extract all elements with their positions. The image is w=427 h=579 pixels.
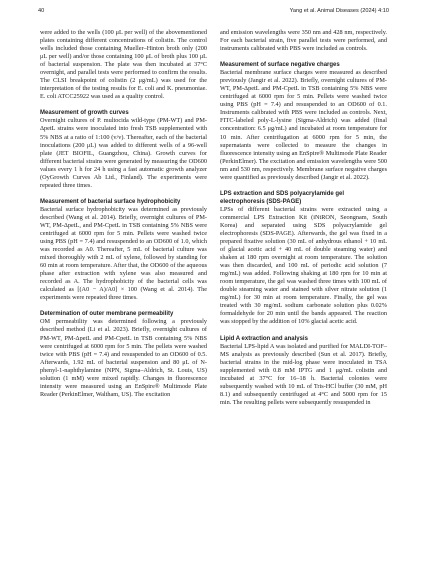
page-number: 40 [38, 8, 45, 14]
lipid-a-paragraph: Bacterial LPS-lipid A was isolated and purified for MALDI-TOF–MS analysis as previously described (Sun et al. 2017). Briefly, bacterial strains in the mid-log phase were inoculated in TSA supplemented with 0.8 mM IPTG and 1 μg/mL colistin and incubated at 37°C for 16–18 h. Bacterial colonies were subsequently washed with 10 mL of Tris-HCl buffer (30 mM, pH 8.1) and subsequently centrifuged at 4°C and 5000 rpm for 15 min. The resulting pellets were subsequently resuspended in [220, 342, 387, 406]
left-column [40, 29, 207, 399]
page-header [38, 8, 389, 18]
heading-lps-extraction: LPS extraction and SDS polyacrylamide gel electrophoresis (SDS-PAGE) [220, 190, 345, 205]
hydrophobicity-paragraph: Bacterial surface hydrophobicity was determined as previously described (Wang et al. 2014). Briefly, overnight cultures of PM-WT, PM-ΔpetL, and PM-CpetL in TSB containing 5% NBS were centrifuged at 6000 rpm for 5 min. Pellets were washed twice using PBS (pH = 7.4) and resuspended to an OD600 of 1.0, which was recorded as A0. Thereafter, 5 mL of bacterial culture was mixed thoroughly with 2 mL of xylene, followed by standing for 60 min at room temperature. After that, the OD600 of the aqueous phase after extraction with xylene was also measured and recorded as A. The hydrophobicity of the bacterial cells was calculated as [(A0 − A)/A0] × 100 (Wang et al. 2014). The experiments were repeated three times. [40, 205, 207, 302]
lps-extraction-paragraph: LPSs of different bacterial strains were extracted using a commercial LPS Extraction Kit (iNtRON, Seongnam, South Korea) and separated using SDS polyacrylamide gel electrophoresis (SDS-PAGE). Afterwards, the gel was fixed in a prepared fixative solution (30 mL of anhydrous ethanol + 10 mL of glacial acetic acid + 40 mL of double steaming water) and shaken at 180 rpm overnight at room temperature. The solution was then discarded, and 100 mL of periodic acid solution (7 mg/mL) was added. Following shaking at 180 rpm for 10 min at room temperature, the gel was washed three times with 100 mL of double steaming water and stained with silver nitrate solution (1 mg/mL) for 30 min at room temperature. Finally, the gel was treated with 30 mg/mL sodium carbonate solution plus 0.02% formaldehyde for 20 min until the bands appeared. The reaction was stopped by the addition of 10% glacial acetic acid. [220, 205, 387, 326]
om-permeability-paragraph: OM permeability was determined following a previously described method (Li et al. 2023). Briefly, overnight cultures of PM-WT, PM-ΔpetL and PM-CpetL in TSB containing 5% NBS were centrifuged at 6000 rpm for 5 min. The pellets were washed twice with PBS (pH = 7.4) and resuspended to an OD600 of 0.5. Afterwards, 1.92 mL of bacterial suspension and 80 μL of N-phenyl-1-naphthylamine (NPN, Sigma–Aldrich, St. Louis, US) solution (1 mM) were mixed rapidly. Changes in fluorescence intensity were measured using an EnSpire® Multimode Plate Reader (PerkinElmer, Waltham, US). The excitation [40, 318, 207, 398]
surface-charge-paragraph: Bacterial membrane surface charges were measured as described previously (Jangir et al. 2022). Briefly, overnight cultures of PM-WT, PM-ΔpetL and PM-CpetL in TSB containing 5% NBS were centrifuged at 6000 rpm for 5 min. Pellets were washed twice using PBS (pH = 7.4) and resuspended to an OD600 of 0.1. Instruments calibrated with PBS were included as controls. Next, FITC-labeled poly-L-lysine (Sigma-Aldrich) was added (final concentration: 6.5 μg/mL) and incubated at room temperature for 10 min. After centrifugation at 6000 rpm for 5 min, the supernatants were collected to measure the changes in fluorescence intensity using an EnSpire® Multimode Plate Reader (PerkinElmer). The excitation and emission wavelengths were 500 nm and 530 nm, respectively. Membrane surface negative charges were quantified as previously described (Jangir et al. 2022). [220, 69, 387, 181]
journal-citation: Yang et al. Animal Diseases (2024) 4:10 [289, 8, 389, 14]
heading-surface-charge: Measurement of surface negative charges [220, 62, 340, 69]
om-continuation-paragraph: and emission wavelengths were 350 nm and 428 nm, respectively. For each bacterial strain, five parallel tests were performed, and instruments calibrated with PBS were included as controls. [220, 29, 387, 53]
heading-om-permeability: Determination of outer membrane permeability [40, 311, 174, 318]
heading-hydrophobicity: Measurement of bacterial surface hydrophobicity [40, 198, 181, 205]
heading-lipid-a: Lipid A extraction and analysis [220, 335, 308, 342]
heading-growth-curves: Measurement of growth curves [40, 110, 129, 117]
mic-continuation-paragraph: were added to the wells (100 μL per well) of the abovementioned plates containing different concentrations of colistin. The control wells included those containing Mueller–Hinton broth only (200 μL per well) and/or those containing 100 μL of broth plus 100 μL of bacterial suspension. The plate was then incubated at 37°C overnight, and parallel tests were performed to confirm the results. The CLSI breakpoint of colistin (2 μg/mL) was used for the interpretation of the testing results for E. coli and K. pneumoniae. E. coli ATCC25922 was used as a quality control. [40, 29, 207, 101]
growth-curves-paragraph: Overnight cultures of P. multocida wild-type (PM-WT) and PM-ΔpetL strains were inoculated into fresh TSB supplemented with 5% NBS at a ratio of 1:100 (v/v). Thereafter, each of the bacterial inoculations (200 μL) was added to different wells of a 96-well plate (JET BIOFIL, Guangzhou, China). Growth curves for different bacterial strains were generated by measuring the OD600 values every 1 h for 24 h using a fast automatic growth analyzer (OyGrowth Curves Ab Ltd., Finland). The experiments were repeated three times. [40, 117, 207, 189]
right-column [220, 29, 387, 407]
